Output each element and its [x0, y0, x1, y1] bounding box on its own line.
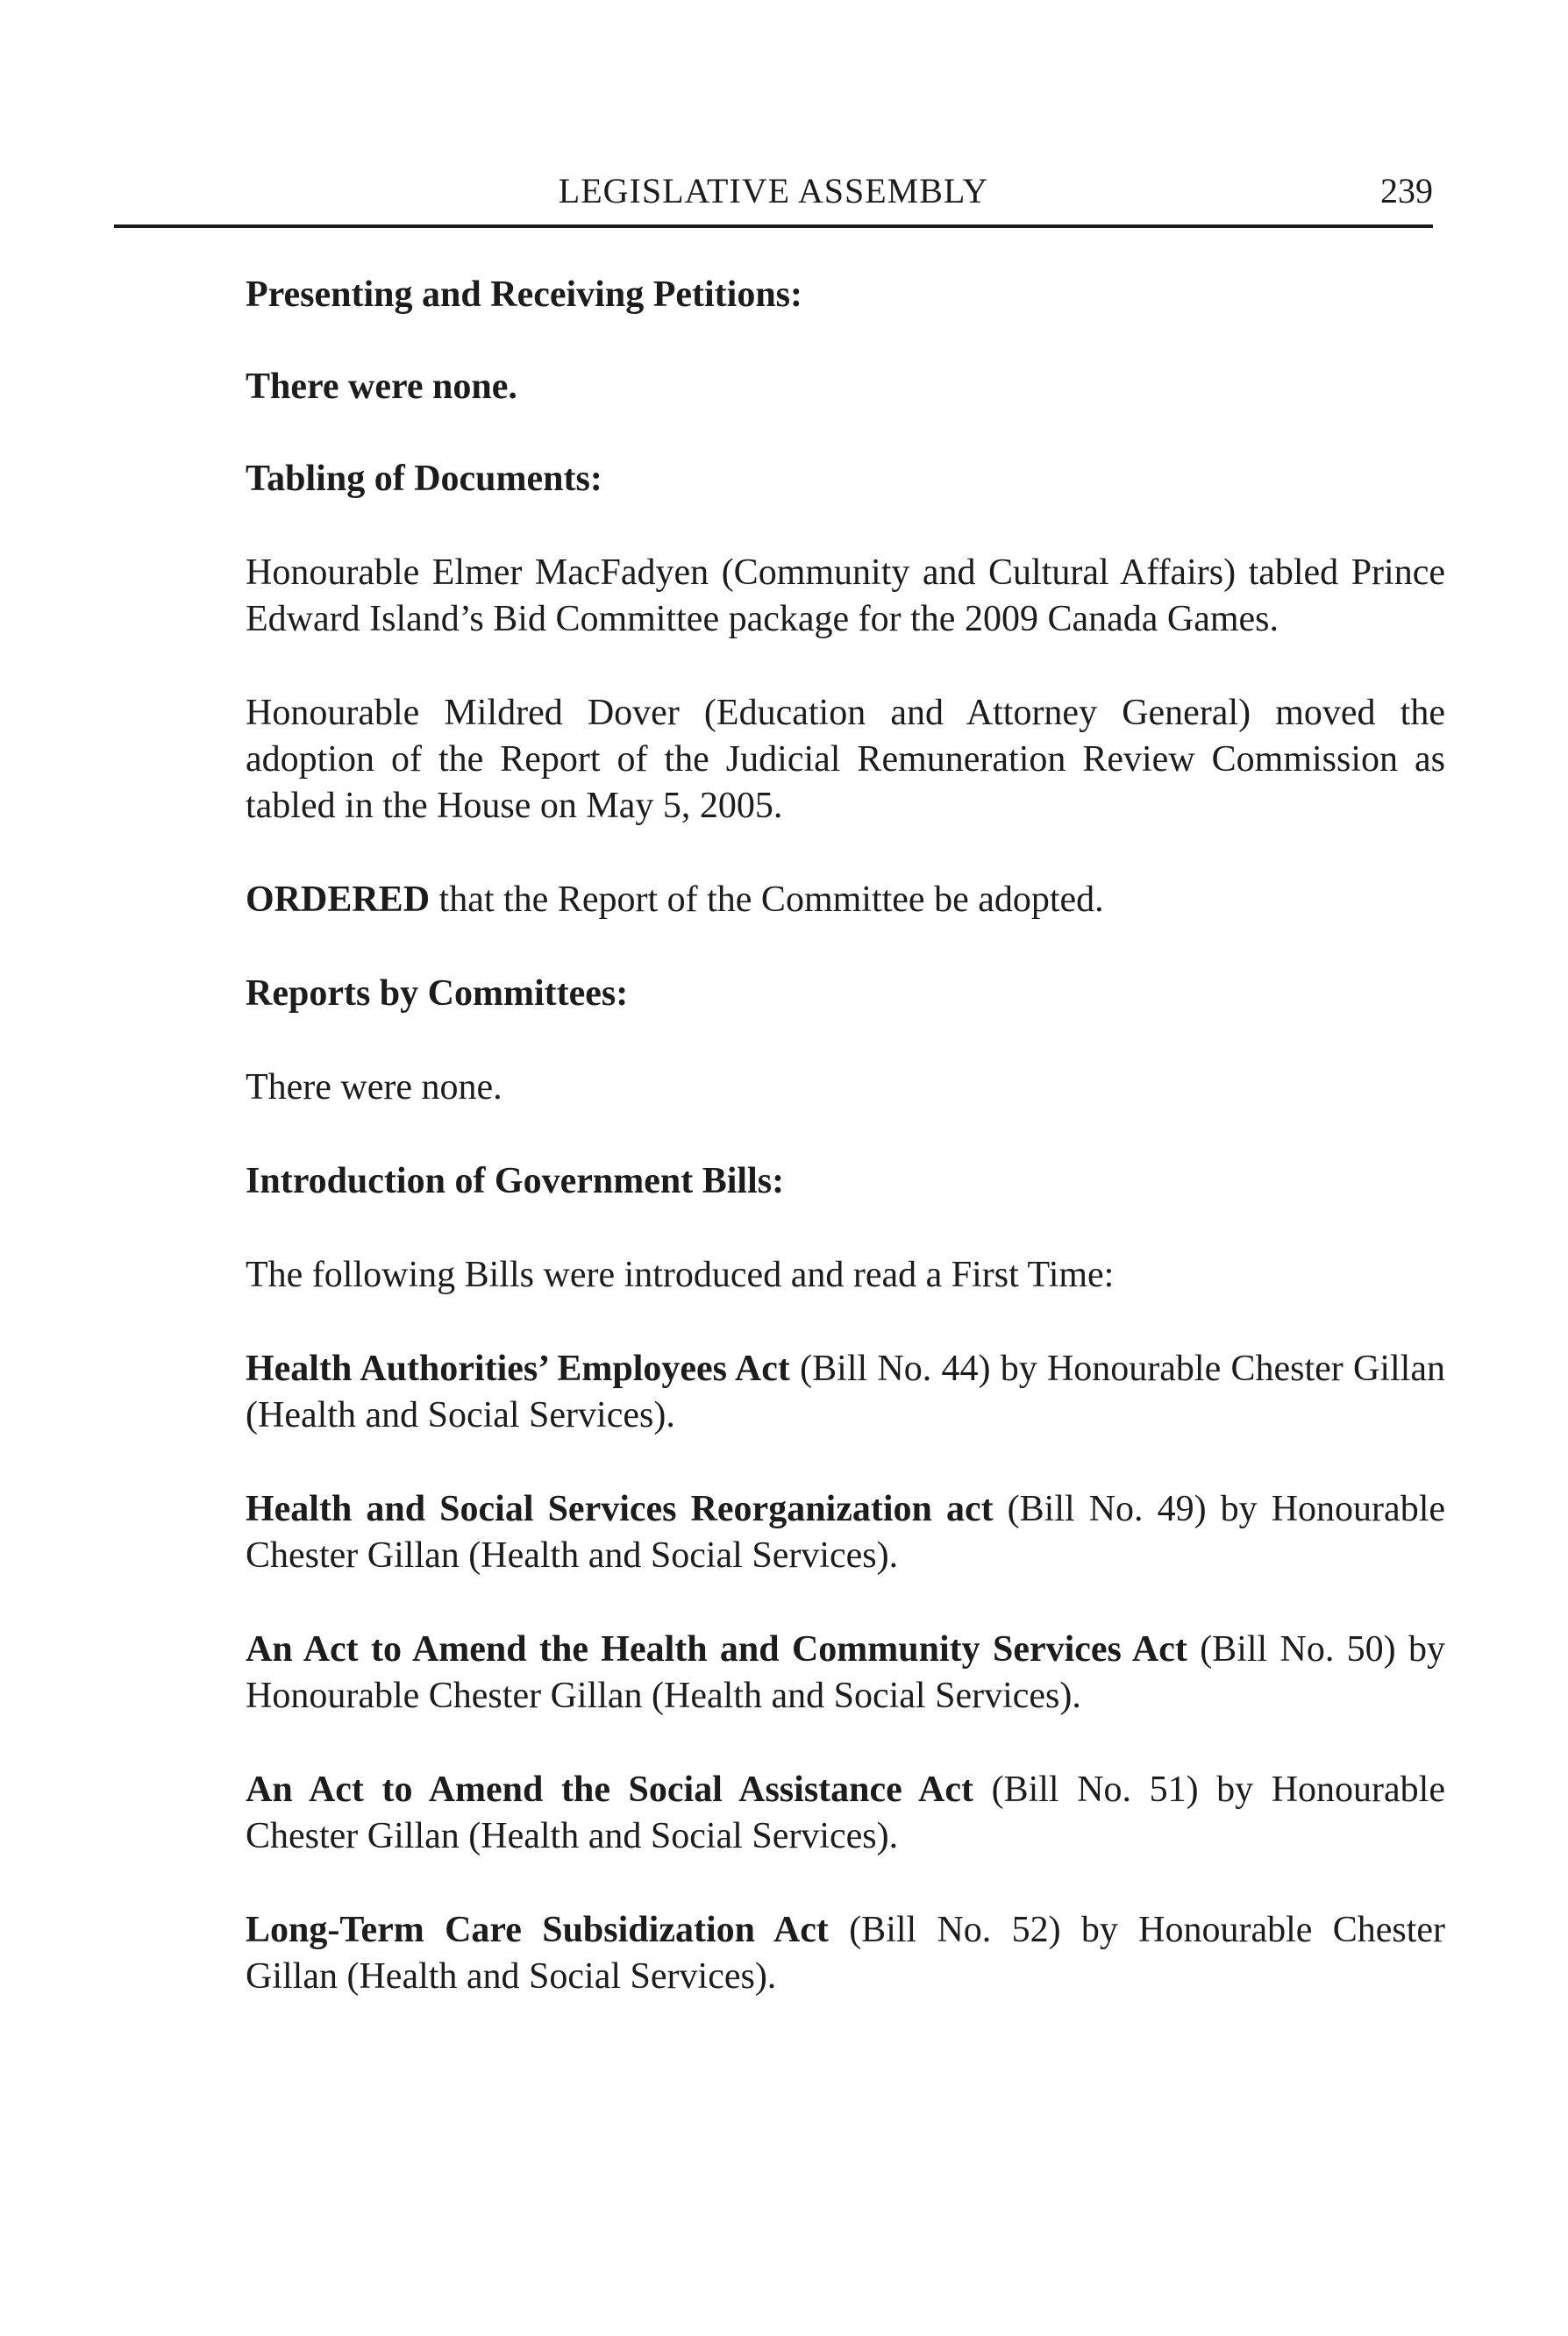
bill-details: (Bill No. 51) by Honourable Chester Gillan (Health and Social Services).: [246, 1770, 1445, 1856]
bill-title: Health and Social Services Reorganization act: [246, 1489, 994, 1529]
bill-details: (Bill No. 44) by Honourable Chester Gillan (Health and Social Services).: [246, 1349, 1445, 1435]
government-bills-heading: Introduction of Government Bills:: [246, 1161, 785, 1201]
running-header: [114, 167, 1433, 228]
ordered-text: that the Report of the Committee be adopted.: [430, 880, 1104, 920]
bill-title: An Act to Amend the Social Assistance Act: [246, 1770, 974, 1810]
tabling-paragraph-dover: Honourable Mildred Dover (Education and Attorney General) moved the adoption of the Report of the Judicial Remuneration Review Commission as tabled in the House on May 5, 2005.: [246, 693, 1445, 826]
page-number: 239: [1380, 171, 1433, 210]
ordered-keyword: ORDERED: [246, 880, 431, 920]
bill-details: (Bill No. 50) by Honourable Chester Gillan (Health and Social Services).: [246, 1629, 1445, 1716]
government-bills-intro: The following Bills were introduced and read a First Time:: [246, 1255, 1115, 1295]
committees-none-text: There were none.: [246, 1067, 502, 1107]
running-title: LEGISLATIVE ASSEMBLY: [558, 171, 989, 210]
tabling-paragraph-macfadyen: Honourable Elmer MacFadyen (Community and Cultural Affairs) tabled Prince Edward Island’s Bid Committee package for the 2009 Canada Games.: [246, 552, 1445, 639]
ordered-paragraph: [246, 877, 1445, 923]
bill-title: Long-Term Care Subsidization Act: [246, 1910, 829, 1950]
tabling-heading: Tabling of Documents:: [246, 459, 602, 499]
bill-entry: [246, 1346, 1445, 1439]
bill-entry: [246, 1767, 1445, 1860]
bill-title: An Act to Amend the Health and Community Services Act: [246, 1629, 1187, 1670]
page-content: [246, 272, 1445, 2000]
bill-details: (Bill No. 52) by Honourable Chester Gillan (Health and Social Services).: [246, 1910, 1445, 1997]
bill-details: (Bill No. 49) by Honourable Chester Gillan (Health and Social Services).: [246, 1489, 1446, 1576]
bill-entry: [246, 1907, 1445, 2000]
bill-entry: [246, 1627, 1445, 1720]
petitions-heading: Presenting and Receiving Petitions:: [246, 274, 803, 315]
bill-entry: [246, 1486, 1445, 1579]
committees-heading: Reports by Committees:: [246, 973, 629, 1014]
petitions-none-text: There were none.: [246, 367, 517, 407]
bill-title: Health Authorities’ Employees Act: [246, 1349, 790, 1389]
